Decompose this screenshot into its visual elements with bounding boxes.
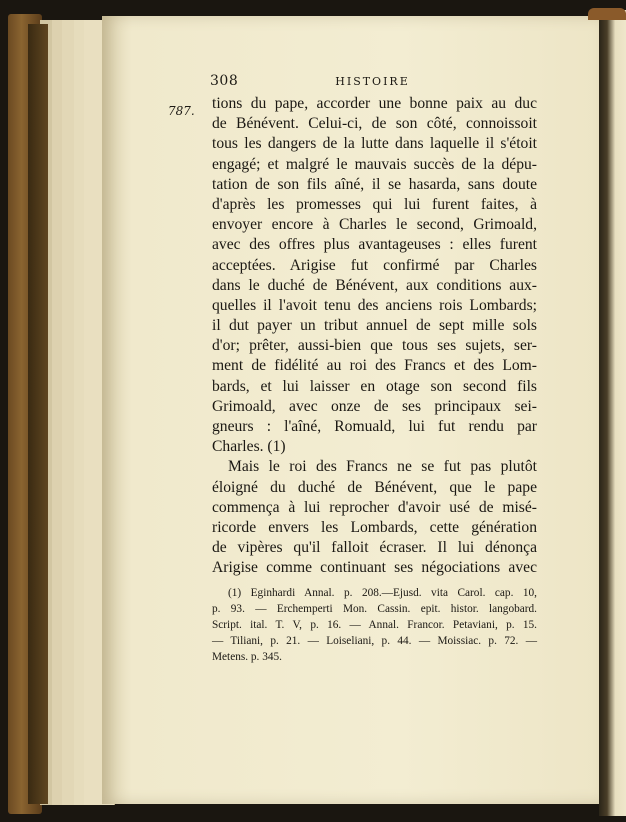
text-line: envoyer encore à Charles le second, Grimoald, [212, 216, 537, 234]
body-text [212, 94, 537, 579]
footnote-line: Script. ital. T. V, p. 16. — Annal. Francor. Petaviani, p. 15. [212, 619, 537, 631]
text-line: bards, et lui laisser en otage son second fils [212, 377, 537, 395]
text-line: quelles il l'avoit tenu des anciens rois Lombards; [212, 296, 537, 314]
text-line: Arigise comme continuant ses négociations avec [212, 559, 537, 577]
text-line: acceptées. Arigise fut confirmé par Charles [212, 256, 537, 274]
footnote-line: — Tiliani, p. 21. — Loiseliani, p. 44. — Moissiac. p. 72. — [212, 635, 537, 647]
binding-corner [588, 8, 626, 20]
facing-page-edge [599, 10, 626, 816]
footnote-line: p. 93. — Erchemperti Mon. Cassin. epit. histor. langobard. [212, 603, 537, 615]
text-line: tation de son fils aîné, il se hasarda, sans doute [212, 175, 537, 193]
footnote-line: Metens. p. 345. [212, 651, 282, 663]
text-line: avec des offres plus avantageuses : elles furent [212, 236, 537, 254]
text-line: ment de fidélité au roi des Francs et des Lom- [212, 357, 537, 375]
text-line: ricorde envers les Lombards, cette génération [212, 518, 537, 536]
text-line: d'or; prêter, aussi-bien que tous ses sujets, ser- [212, 337, 537, 355]
footnotes [212, 585, 537, 665]
text-line: gneurs : l'aîné, Romuald, lui fut rendu par [212, 418, 537, 435]
text-line: engagé; et malgré le mauvais succès de la dépu- [212, 155, 537, 173]
margin-year-note: 787. [168, 104, 195, 118]
running-title: HISTOIRE [335, 75, 410, 88]
text-line: il dut payer un tribut annuel de sept mille sols [212, 317, 537, 335]
text-line: de vipères qu'il falloit écraser. Il lui dénonça [212, 539, 537, 557]
text-line: Mais le roi des Francs ne se fut pas plutôt [228, 458, 537, 476]
text-line: éloigné du duché de Bénévent, que le pape [212, 478, 537, 496]
page-number: 308 [210, 73, 239, 89]
text-line: d'après les promesses qui lui furent faites, à [212, 195, 537, 213]
text-line: commença à lui reprocher d'avoir usé de misé- [212, 498, 537, 516]
text-line: Grimoald, avec onze de ses principaux sei- [212, 397, 537, 415]
text-line: Charles. (1) [212, 438, 286, 456]
text-line: de Bénévent. Celui-ci, de son côté, connoissoit [212, 115, 537, 133]
footnote-line: (1) Eginhardi Annal. p. 208.—Ejusd. vita Carol. cap. 10, [228, 587, 537, 599]
text-line: dans le duché de Bénévent, aux conditions aux- [212, 276, 537, 294]
spine-shadow [28, 24, 48, 804]
text-line: tions du pape, accorder une bonne paix au duc [212, 95, 537, 112]
text-line: tous les dangers de la lutte dans laquelle il s'étoit [212, 135, 537, 153]
